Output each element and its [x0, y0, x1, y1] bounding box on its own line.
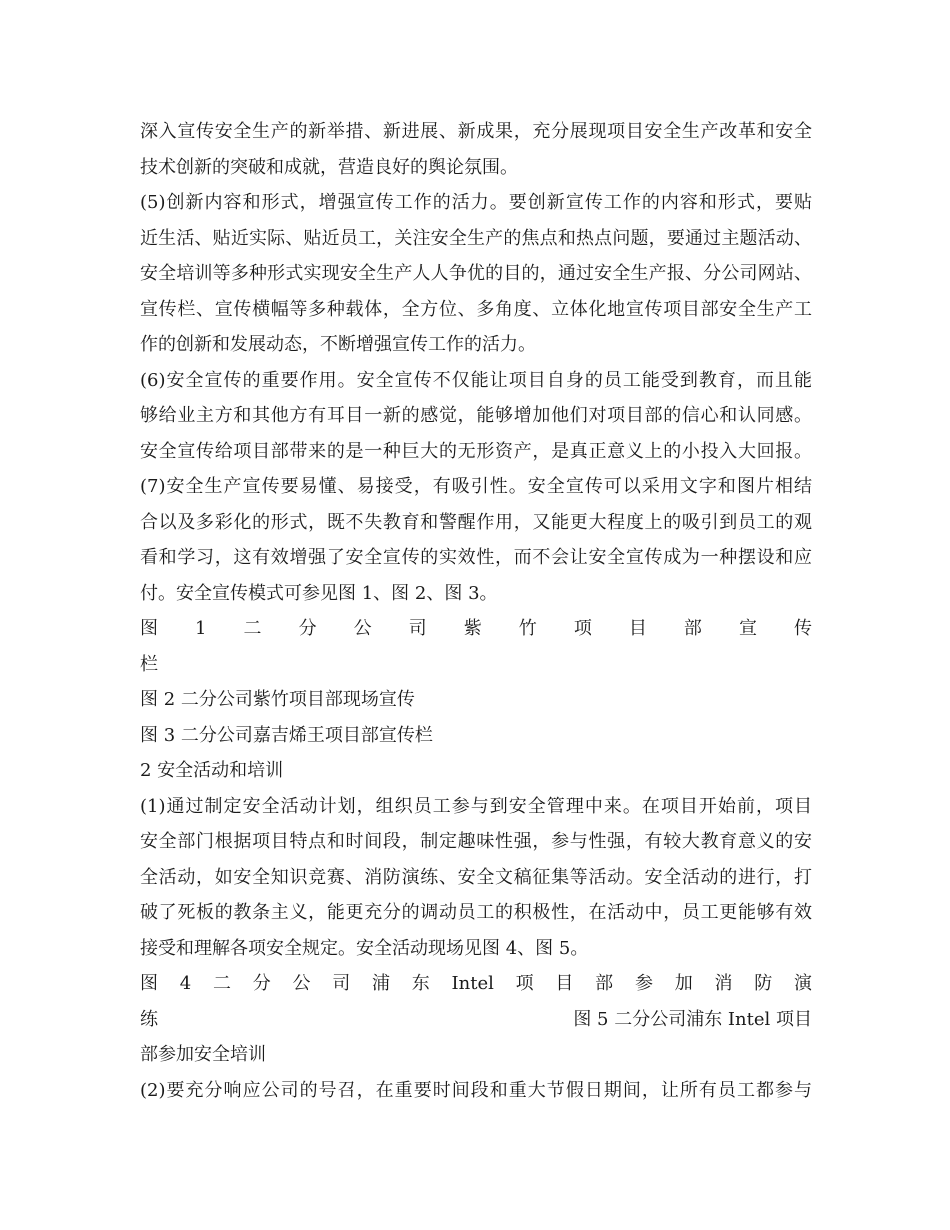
paragraph-line: (1)通过制定安全活动计划，组织员工参与到安全管理中来。在项目开始前，项目 [140, 795, 812, 817]
paragraph-line: 全活动，如安全知识竞赛、消防演练、安全文稿征集等活动。安全活动的进行，打 [140, 866, 812, 888]
figure-caption-line: 图 1 二 分 公 司 紫 竹 项 目 部 宣 传 [140, 618, 812, 639]
figure-caption-line: 图 4 二 分 公 司 浦 东 Intel 项 目 部 参 加 消 防 演 [140, 973, 812, 994]
paragraph-line: (7)安全生产宣传要易懂、易接受，有吸引性。安全宣传可以采用文字和图片相结 [140, 476, 812, 497]
document-body [140, 116, 812, 1110]
figure-caption-split-line [140, 1004, 812, 1035]
paragraph-line: (5)创新内容和形式，增强宣传工作的活力。要创新宣传工作的内容和形式，要贴 [140, 192, 812, 213]
paragraph-line: 看和学习，这有效增强了安全宣传的实效性，而不会让安全宣传成为一种摆设和应 [140, 547, 812, 568]
paragraph-line: (2)要充分响应公司的号召，在重要时间段和重大节假日期间，让所有员工都参与 [140, 1079, 812, 1101]
paragraph-line: 作的创新和发展动态，不断增强宣传工作的活力。 [140, 334, 536, 355]
paragraph-line: 付。安全宣传模式可参见图 1、图 2、图 3。 [140, 582, 498, 604]
figure-caption-line: 栏 [140, 653, 158, 675]
paragraph-line: 安全部门根据项目特点和时间段，制定趣味性强，参与性强，有较大教育意义的安 [140, 831, 812, 852]
paragraph-line: 破了死板的教条主义，能更充分的调动员工的积极性，在活动中，员工更能够有效 [140, 902, 812, 923]
paragraph-line: 安全宣传给项目部带来的是一种巨大的无形资产，是真正意义上的小投入大回报。 [140, 440, 812, 462]
paragraph-line: 安全培训等多种形式实现安全生产人人争优的目的，通过安全生产报、分公司网站、 [140, 263, 812, 284]
paragraph-line: 深入宣传安全生产的新举措、新进展、新成果，充分展现项目安全生产改革和安全 [140, 121, 812, 142]
paragraph-line: 合以及多彩化的形式，既不失教育和警醒作用，又能更大程度上的吸引到员工的观 [140, 511, 812, 533]
paragraph-line: 接受和理解各项安全规定。安全活动现场见图 4、图 5。 [140, 937, 589, 959]
figure-caption-line: 图 3 二分公司嘉吉烯王项目部宣传栏 [140, 724, 433, 746]
figure-caption-fragment: 练 [140, 1008, 158, 1030]
paragraph-line: (6)安全宣传的重要作用。安全宣传不仅能让项目自身的员工能受到教育，而且能 [140, 369, 812, 391]
paragraph-line: 宣传栏、宣传横幅等多种载体，全方位、多角度、立体化地宣传项目部安全生产工 [140, 298, 812, 320]
figure-caption-line: 部参加安全培训 [140, 1044, 266, 1065]
section-heading: 2 安全活动和培训 [140, 760, 284, 781]
paragraph-line: 够给业主方和其他方有耳目一新的感觉，能够增加他们对项目部的信心和认同感。 [140, 405, 812, 426]
figure-caption-fragment: 图 5 二分公司浦东 Intel 项目 [573, 1008, 812, 1030]
paragraph-line: 技术创新的突破和成就，营造良好的舆论氛围。 [140, 156, 518, 178]
figure-caption-line: 图 2 二分公司紫竹项目部现场宣传 [140, 689, 415, 710]
paragraph-line: 近生活、贴近实际、贴近员工，关注安全生产的焦点和热点问题，要通过主题活动、 [140, 227, 812, 249]
